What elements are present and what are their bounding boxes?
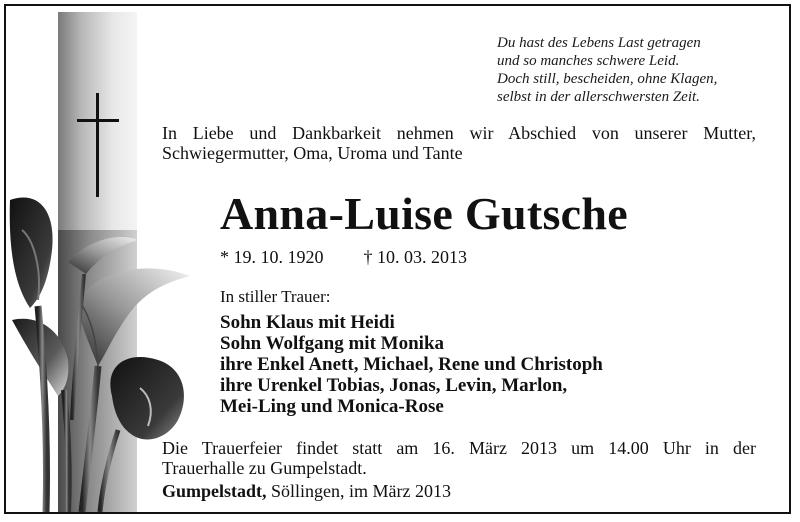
mourner-line: ihre Urenkel Tobias, Jonas, Levin, Marlon, [220,375,568,396]
poem-line: und so manches schwere Leid. [497,53,680,69]
mourner-line: Sohn Klaus mit Heidi [220,312,395,333]
poem-line: Du hast des Lebens Last getragen [497,35,701,51]
mourning-heading: In stiller Trauer: [220,287,331,306]
birth-date: * 19. 10. 1920 [220,247,324,267]
life-dates [220,247,467,268]
mourners-list [220,312,603,417]
deceased-name: Anna-Luise Gutsche [220,188,628,239]
poem-line: selbst in der allerschwersten Zeit. [497,89,700,105]
poem-line: Doch still, bescheiden, ohne Klagen, [497,71,718,87]
poem-verse [497,34,787,106]
place-city: Gumpelstadt, [162,481,267,501]
intro-text [162,123,756,163]
funeral-info [162,438,756,478]
intro-line: In Liebe und Dankbarkeit nehmen wir Abschied von unserer Mutter, [162,123,756,143]
funeral-line: Die Trauerfeier findet statt am 16. März 2013 um 14.00 Uhr in der [162,438,756,458]
mourner-line: Mei-Ling und Monica-Rose [220,396,444,417]
intro-line: Schwiegermutter, Oma, Uroma und Tante [162,143,463,163]
place-and-date [162,481,451,502]
mourner-line: ihre Enkel Anett, Michael, Rene und Christoph [220,354,603,375]
mourner-line: Sohn Wolfgang mit Monika [220,333,445,354]
death-date: † 10. 03. 2013 [363,247,467,267]
funeral-line: Trauerhalle zu Gumpelstadt. [162,458,367,478]
cross-icon [77,93,119,197]
place-rest: Söllingen, im März 2013 [266,481,451,501]
